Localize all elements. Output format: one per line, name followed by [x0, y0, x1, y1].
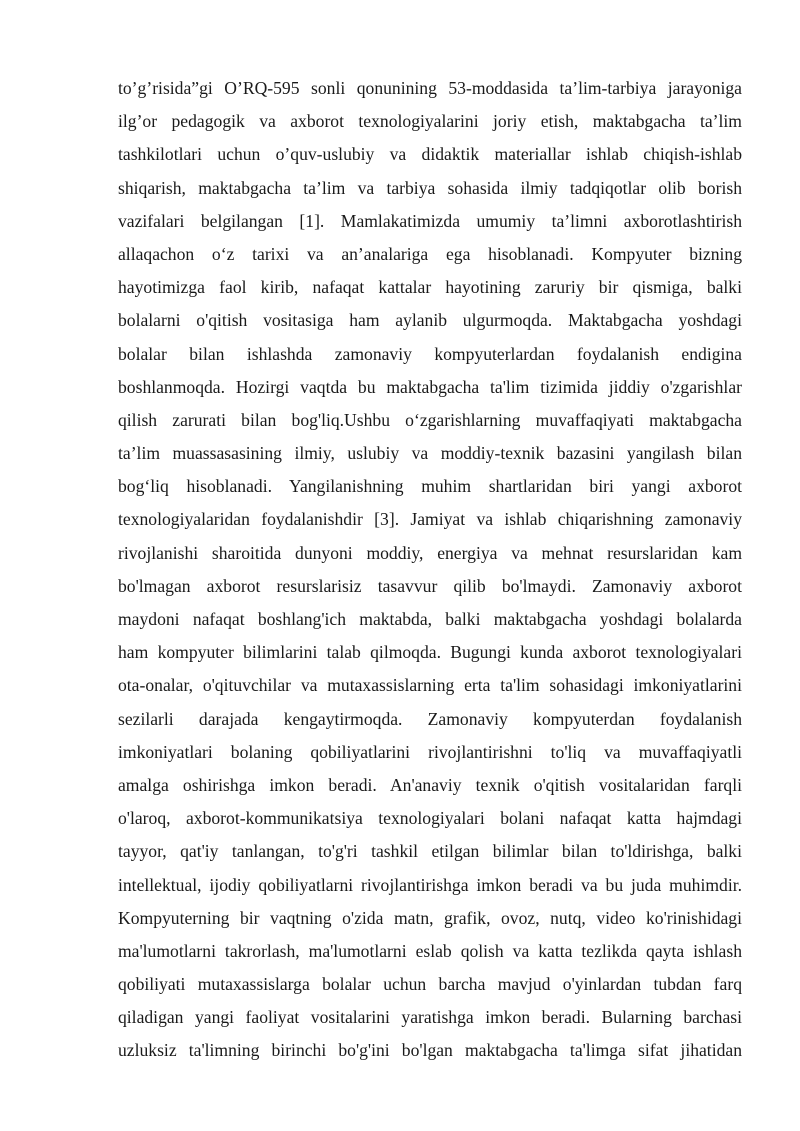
text-line: qobiliyati mutaxassislarga bolalar uchun barcha mavjud o'yinlardan tubdan farq	[118, 974, 742, 995]
text-line: bolalarni o'qitish vositasiga ham aylanib ulgurmoqda. Maktabgacha yoshdagi	[118, 310, 742, 331]
text-line: texnologiyalaridan foydalanishdir [3]. Jamiyat va ishlab chiqarishning zamonaviy	[118, 509, 742, 530]
text-line: Kompyuterning bir vaqtning o'zida matn, grafik, ovoz, nutq, video ko'rinishidagi	[118, 907, 742, 928]
text-line: tayyor, qat'iy tanlangan, to'g'ri tashkil etilgan bilimlar bilan to'ldirishga, balki	[118, 841, 742, 862]
text-line: tashkilotlari uchun o’quv-uslubiy va didaktik materiallar ishlab chiqish-ishlab	[118, 144, 742, 165]
text-line: maydoni nafaqat boshlang'ich maktabda, balki maktabgacha yoshdagi bolalarda	[118, 609, 742, 629]
text-line: bo'lmagan axborot resurslarisiz tasavvur qilib bo'lmaydi. Zamonaviy axborot	[118, 575, 742, 596]
text-line: to’g’risida”gi O’RQ-595 sonli qonunining 53-moddasida ta’lim-tarbiya jarayoniga	[118, 78, 742, 98]
text-line: bog‘liq hisoblanadi. Yangilanishning muhim shartlaridan biri yangi axborot	[118, 476, 742, 497]
text-line: ta’lim muassasasining ilmiy, uslubiy va moddiy-texnik bazasini yangilash bilan	[118, 443, 742, 464]
text-line: qiladigan yangi faoliyat vositalarini yaratishga imkon beradi. Bularning barchasi	[118, 1007, 742, 1028]
text-line: ma'lumotlarni takrorlash, ma'lumotlarni eslab qolish va katta tezlikda qayta ishlash	[118, 940, 742, 961]
text-line: rivojlanishi sharoitida dunyoni moddiy, energiya va mehnat resurslaridan kam	[118, 542, 742, 563]
text-line: sezilarli darajada kengaytirmoqda. Zamonaviy kompyuterdan foydalanish	[118, 708, 742, 729]
text-line: boshlanmoqda. Hozirgi vaqtda bu maktabgacha ta'lim tizimida jiddiy o'zgarishlar	[118, 376, 742, 397]
text-line: ilg’or pedagogik va axborot texnologiyalarini joriy etish, maktabgacha ta’lim	[118, 111, 742, 132]
body-paragraph	[118, 72, 742, 1068]
text-line: ham kompyuter bilimlarini talab qilmoqda. Bugungi kunda axborot texnologiyalari	[118, 642, 742, 663]
text-line: bolalar bilan ishlashda zamonaviy kompyuterlardan foydalanish endigina	[118, 343, 742, 364]
text-line: o'laroq, axborot-kommunikatsiya texnologiyalari bolani nafaqat katta hajmdagi	[118, 808, 742, 829]
text-line: imkoniyatlari bolaning qobiliyatlarini rivojlantirishni to'liq va muvaffaqiyatli	[118, 741, 742, 762]
text-line: uzluksiz ta'limning birinchi bo'g'ini bo'lgan maktabgacha ta'limga sifat jihatidan	[118, 1040, 742, 1061]
text-line: hayotimizga faol kirib, nafaqat kattalar hayotining zaruriy bir qismiga, balki	[118, 277, 742, 298]
text-line: intellektual, ijodiy qobiliyatlarni rivojlantirishga imkon beradi va bu juda muhimdir.	[118, 874, 742, 895]
text-line: allaqachon o‘z tarixi va an’analariga ega hisoblanadi. Kompyuter bizning	[118, 243, 742, 264]
text-line: vazifalari belgilangan [1]. Mamlakatimizda umumiy ta’limni axborotlashtirish	[118, 210, 742, 231]
text-line: shiqarish, maktabgacha ta’lim va tarbiya sohasida ilmiy tadqiqotlar olib borish	[118, 177, 742, 198]
text-line: qilish zarurati bilan bog'liq.Ushbu o‘zgarishlarning muvaffaqiyati maktabgacha	[118, 409, 742, 430]
text-line: amalga oshirishga imkon beradi. An'anaviy texnik o'qitish vositalaridan farqli	[118, 774, 742, 795]
text-line: ota-onalar, o'qituvchilar va mutaxassislarning erta ta'lim sohasidagi imkoniyatlarini	[118, 675, 742, 696]
